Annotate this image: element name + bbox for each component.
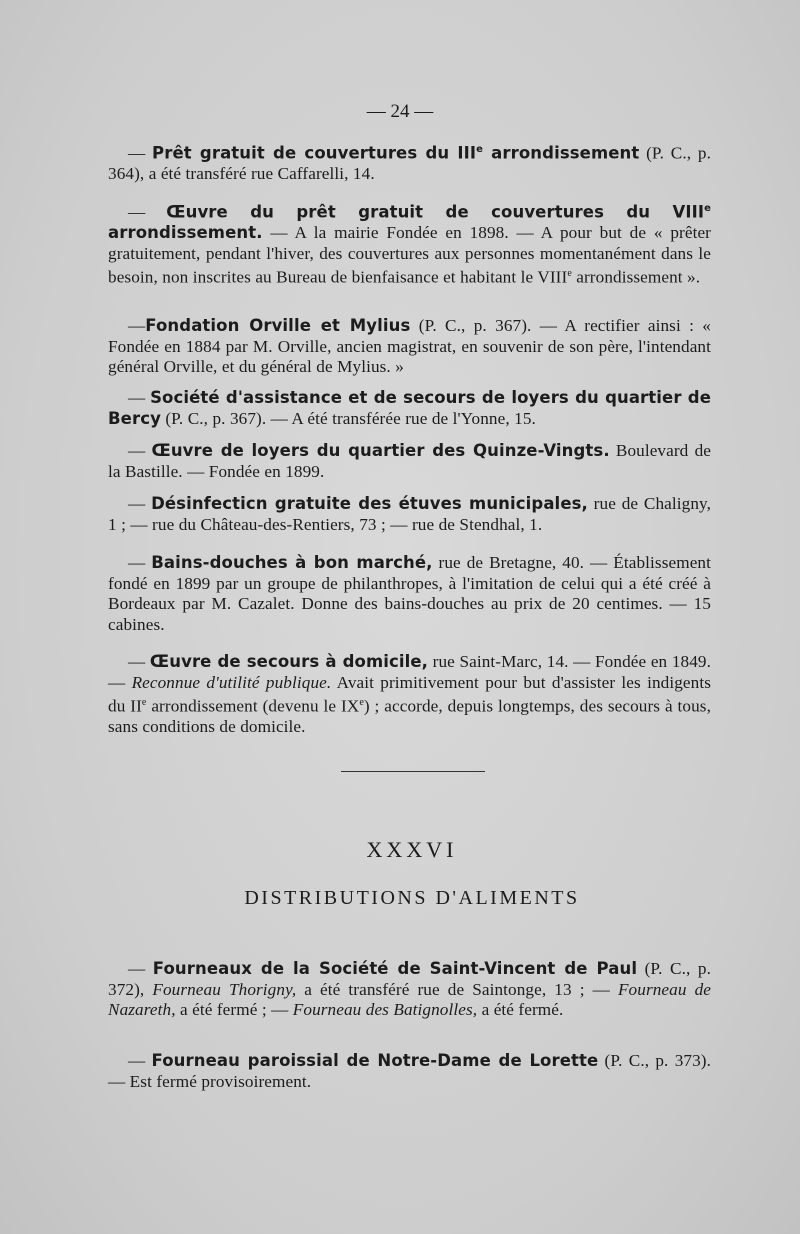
entry-text: ) ; accorde, depuis longtemps, des secours à tous, sans conditions de domicile.	[108, 696, 711, 737]
section-divider	[341, 771, 485, 772]
entry-paragraph	[108, 959, 711, 1021]
entry-text: a été fermé.	[477, 1000, 564, 1019]
entry-text: rue de Chaligny, 1 ; — rue du Château-des-Rentiers, 73 ; — rue de Stendhal, 1.	[108, 494, 711, 534]
entry-text: —	[128, 1051, 152, 1070]
entry-text: rue Saint-Marc, 14. — Fondée en 1849. —	[108, 652, 711, 692]
superscript: e	[359, 697, 364, 708]
entry-text: (P. C., p. 372),	[108, 959, 711, 999]
entry-paragraph	[108, 1051, 711, 1092]
entry-heading: Fourneau paroissial de Notre-Dame de Lorette	[151, 1051, 599, 1070]
entry-text: —	[128, 441, 152, 460]
entry-text: —	[128, 143, 153, 163]
superscript: e	[141, 697, 147, 708]
entry-text: (P. C., p. 364), a été transféré rue Caffarelli, 14.	[108, 143, 711, 184]
entry-heading: arrondissement	[482, 143, 640, 163]
entry-paragraph	[108, 494, 711, 535]
entry-italic-text: Reconnue d'utilité publique.	[131, 672, 332, 692]
entry-text: (P. C., p. 367). — A été transférée rue de l'Yonne, 15.	[160, 408, 536, 428]
entry-text: —	[128, 388, 151, 407]
entry-text: rue de Bretagne, 40. — Établissement fondé en 1899 par un groupe de philanthropes, à l'imitation de celui qui a été créé à Bordeaux par M. Cazalet. Donne des bains-douches au prix de 20 centimes. — 15 cabines.	[108, 553, 711, 634]
entry-text: —	[128, 959, 153, 978]
entry-text: —	[128, 316, 146, 335]
entry-paragraph	[108, 652, 711, 738]
section-title: DISTRIBUTIONS D'ALIMENTS	[244, 887, 580, 909]
entry-italic-text: Fourneau de Nazareth,	[108, 979, 711, 1019]
entry-text: a été transféré rue de Saintonge, 13 ; —	[296, 979, 618, 999]
entry-heading: arrondissement.	[108, 223, 263, 243]
entry-text: Avait primitivement pour but d'assister les indigents du II	[108, 672, 712, 716]
entry-text: a été fermé ; —	[175, 1000, 293, 1019]
entry-italic-text: Fourneau Thorigny,	[152, 979, 297, 999]
entry-heading: Œuvre de secours à domicile,	[149, 652, 429, 671]
entry-heading: Prêt gratuit de couvertures du III	[152, 143, 477, 163]
superscript: e	[567, 268, 572, 280]
entry-paragraph	[108, 553, 711, 635]
entry-text: arrondissement (devenu le IX	[146, 696, 360, 716]
entry-heading: Désinfecticn gratuite des étuves municipales,	[151, 494, 588, 513]
entry-text: —	[128, 652, 150, 671]
entry-heading: Bains-douches à bon marché,	[151, 553, 433, 572]
entry-heading-superscript: e	[704, 203, 712, 214]
entry-paragraph	[108, 199, 711, 288]
entry-text: —	[128, 202, 167, 222]
entry-italic-text: Fourneau des Batignolles,	[292, 1000, 478, 1019]
entry-heading: Œuvre du prêt gratuit de couvertures du VIII	[166, 202, 705, 222]
entry-heading: Fondation Orville et Mylius	[145, 316, 411, 335]
entry-text: (P. C., p. 373). — Est fermé provisoirement.	[108, 1051, 712, 1091]
entry-heading: Société d'assistance et de secours de loyers du quartier de Bercy	[108, 388, 712, 428]
entry-paragraph	[108, 140, 711, 185]
entry-paragraph	[108, 441, 711, 482]
entry-paragraph	[108, 388, 711, 429]
section-number: XXXVI	[366, 837, 458, 862]
entry-heading-superscript: e	[476, 144, 483, 155]
entry-text: Boulevard de la Bastille. — Fondée en 1899.	[108, 441, 711, 481]
entry-text: —	[128, 553, 152, 572]
entry-heading: Œuvre de loyers du quartier des Quinze-Vingts.	[151, 441, 610, 460]
entry-text: — A la mairie Fondée en 1898. — A pour but de « prêter gratuitement, pendant l'hiver, des couvertures aux personnes momentanément dans le besoin, non inscrites au Bureau de bienfaisance et habitant le VIII	[108, 223, 711, 287]
page-number: — 24 —	[366, 101, 434, 122]
entry-text: —	[128, 494, 152, 513]
entry-text: arrondissement ».	[571, 267, 701, 287]
entry-heading: Fourneaux de la Société de Saint-Vincent de Paul	[152, 959, 638, 978]
entry-text: (P. C., p. 367). — A rectifier ainsi : « Fondée en 1884 par M. Orville, ancien magistrat, en souvenir de son père, l'intendant général Orville, et du général de Mylius. »	[108, 316, 712, 376]
entry-paragraph	[108, 316, 711, 378]
